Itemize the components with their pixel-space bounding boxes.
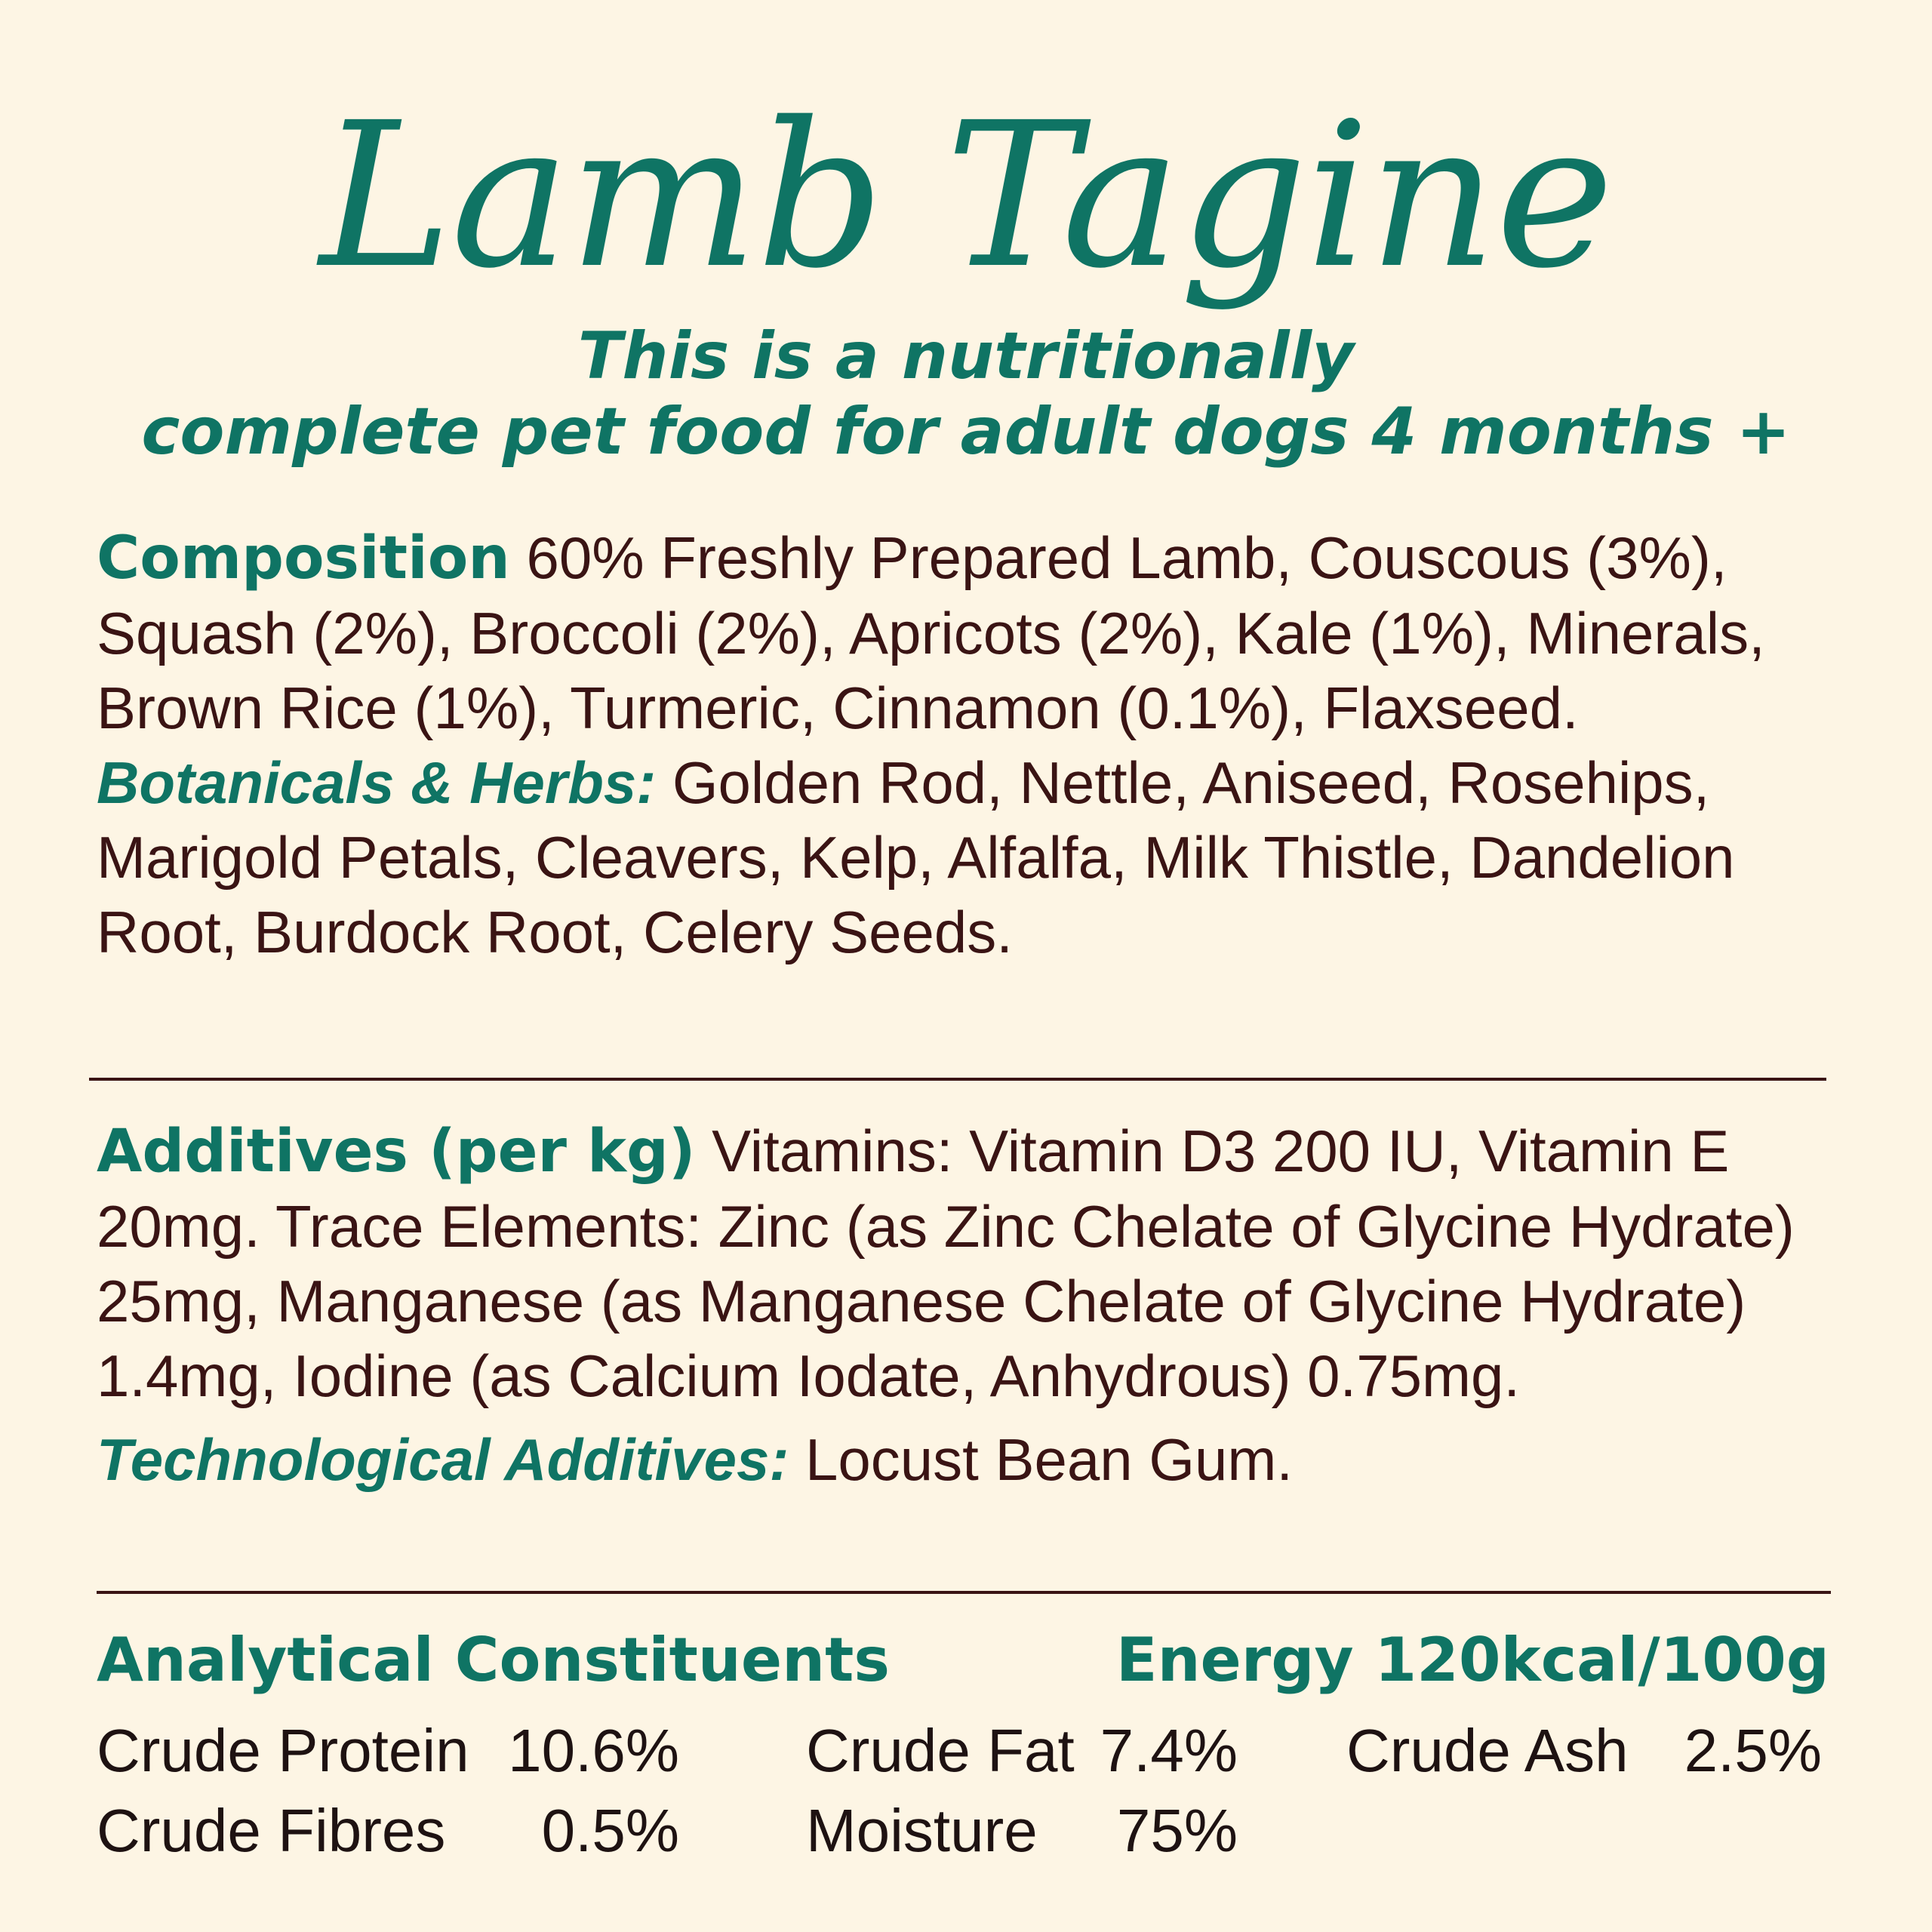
subtitle-line-2: complete pet food for adult dogs 4 months + — [141, 394, 1791, 469]
composition-text-2: Squash (2%), Broccoli (2%), Apricots (2%), Kale (1%), Minerals, — [97, 600, 1765, 666]
constituent-value-moisture: 75% — [1116, 1797, 1238, 1864]
subtitle-line-1: This is a nutritionally — [577, 318, 1355, 394]
constituent-value-fibres: 0.5% — [541, 1797, 679, 1864]
botanicals-text-3: Root, Burdock Root, Celery Seeds. — [97, 899, 1013, 965]
constituent-name-ash: Crude Ash — [1346, 1717, 1629, 1784]
additives-text-4: 1.4mg, Iodine (as Calcium Iodate, Anhydrous) 0.75mg. — [97, 1343, 1521, 1409]
divider-2 — [97, 1591, 1831, 1594]
product-title: Lamb Tagine — [319, 80, 1613, 312]
botanicals-text-1: Golden Rod, Nettle, Aniseed, Rosehips, — [656, 749, 1710, 816]
additives-section — [97, 1114, 1832, 1497]
composition-text-1: 60% Freshly Prepared Lamb, Couscous (3%), — [509, 525, 1727, 591]
product-subtitle — [0, 318, 1932, 469]
constituent-value-ash: 2.5% — [1684, 1717, 1822, 1784]
composition-label: Composition — [97, 525, 510, 592]
tech-additives-text: Locust Bean Gum. — [789, 1426, 1294, 1493]
additives-text-3: 25mg, Manganese (as Manganese Chelate of Glycine Hydrate) — [97, 1268, 1746, 1334]
additives-text-1: Vitamins: Vitamin D3 200 IU, Vitamin E — [695, 1118, 1730, 1184]
constituent-value-protein: 10.6% — [508, 1717, 679, 1784]
constituent-value-fat: 7.4% — [1100, 1717, 1238, 1784]
composition-section — [97, 521, 1832, 970]
constituent-name-moisture: Moisture — [806, 1797, 1038, 1864]
composition-row-1 — [97, 521, 1832, 596]
tech-additives-row — [97, 1423, 1832, 1497]
tech-additives-label: Technological Additives: — [97, 1426, 789, 1493]
botanicals-text-2: Marigold Petals, Cleavers, Kelp, Alfalfa, Milk Thistle, Dandelion — [97, 824, 1735, 891]
botanicals-label: Botanicals & Herbs: — [97, 749, 657, 816]
additives-row-1 — [97, 1114, 1832, 1189]
constituent-name-fibres: Crude Fibres — [97, 1797, 446, 1864]
additives-text-2: 20mg. Trace Elements: Zinc (as Zinc Chelate of Glycine Hydrate) — [97, 1193, 1795, 1260]
energy-value: Energy 120kcal/100g — [1115, 1625, 1829, 1695]
analytical-constituents-heading: Analytical Constituents — [97, 1625, 890, 1695]
additives-label: Additives (per kg) — [97, 1118, 696, 1186]
composition-text-3: Brown Rice (1%), Turmeric, Cinnamon (0.1%), Flaxseed. — [97, 675, 1579, 741]
constituent-name-protein: Crude Protein — [97, 1717, 469, 1784]
divider-1 — [89, 1078, 1826, 1081]
constituent-name-fat: Crude Fat — [806, 1717, 1075, 1784]
botanicals-row-1 — [97, 746, 1832, 820]
